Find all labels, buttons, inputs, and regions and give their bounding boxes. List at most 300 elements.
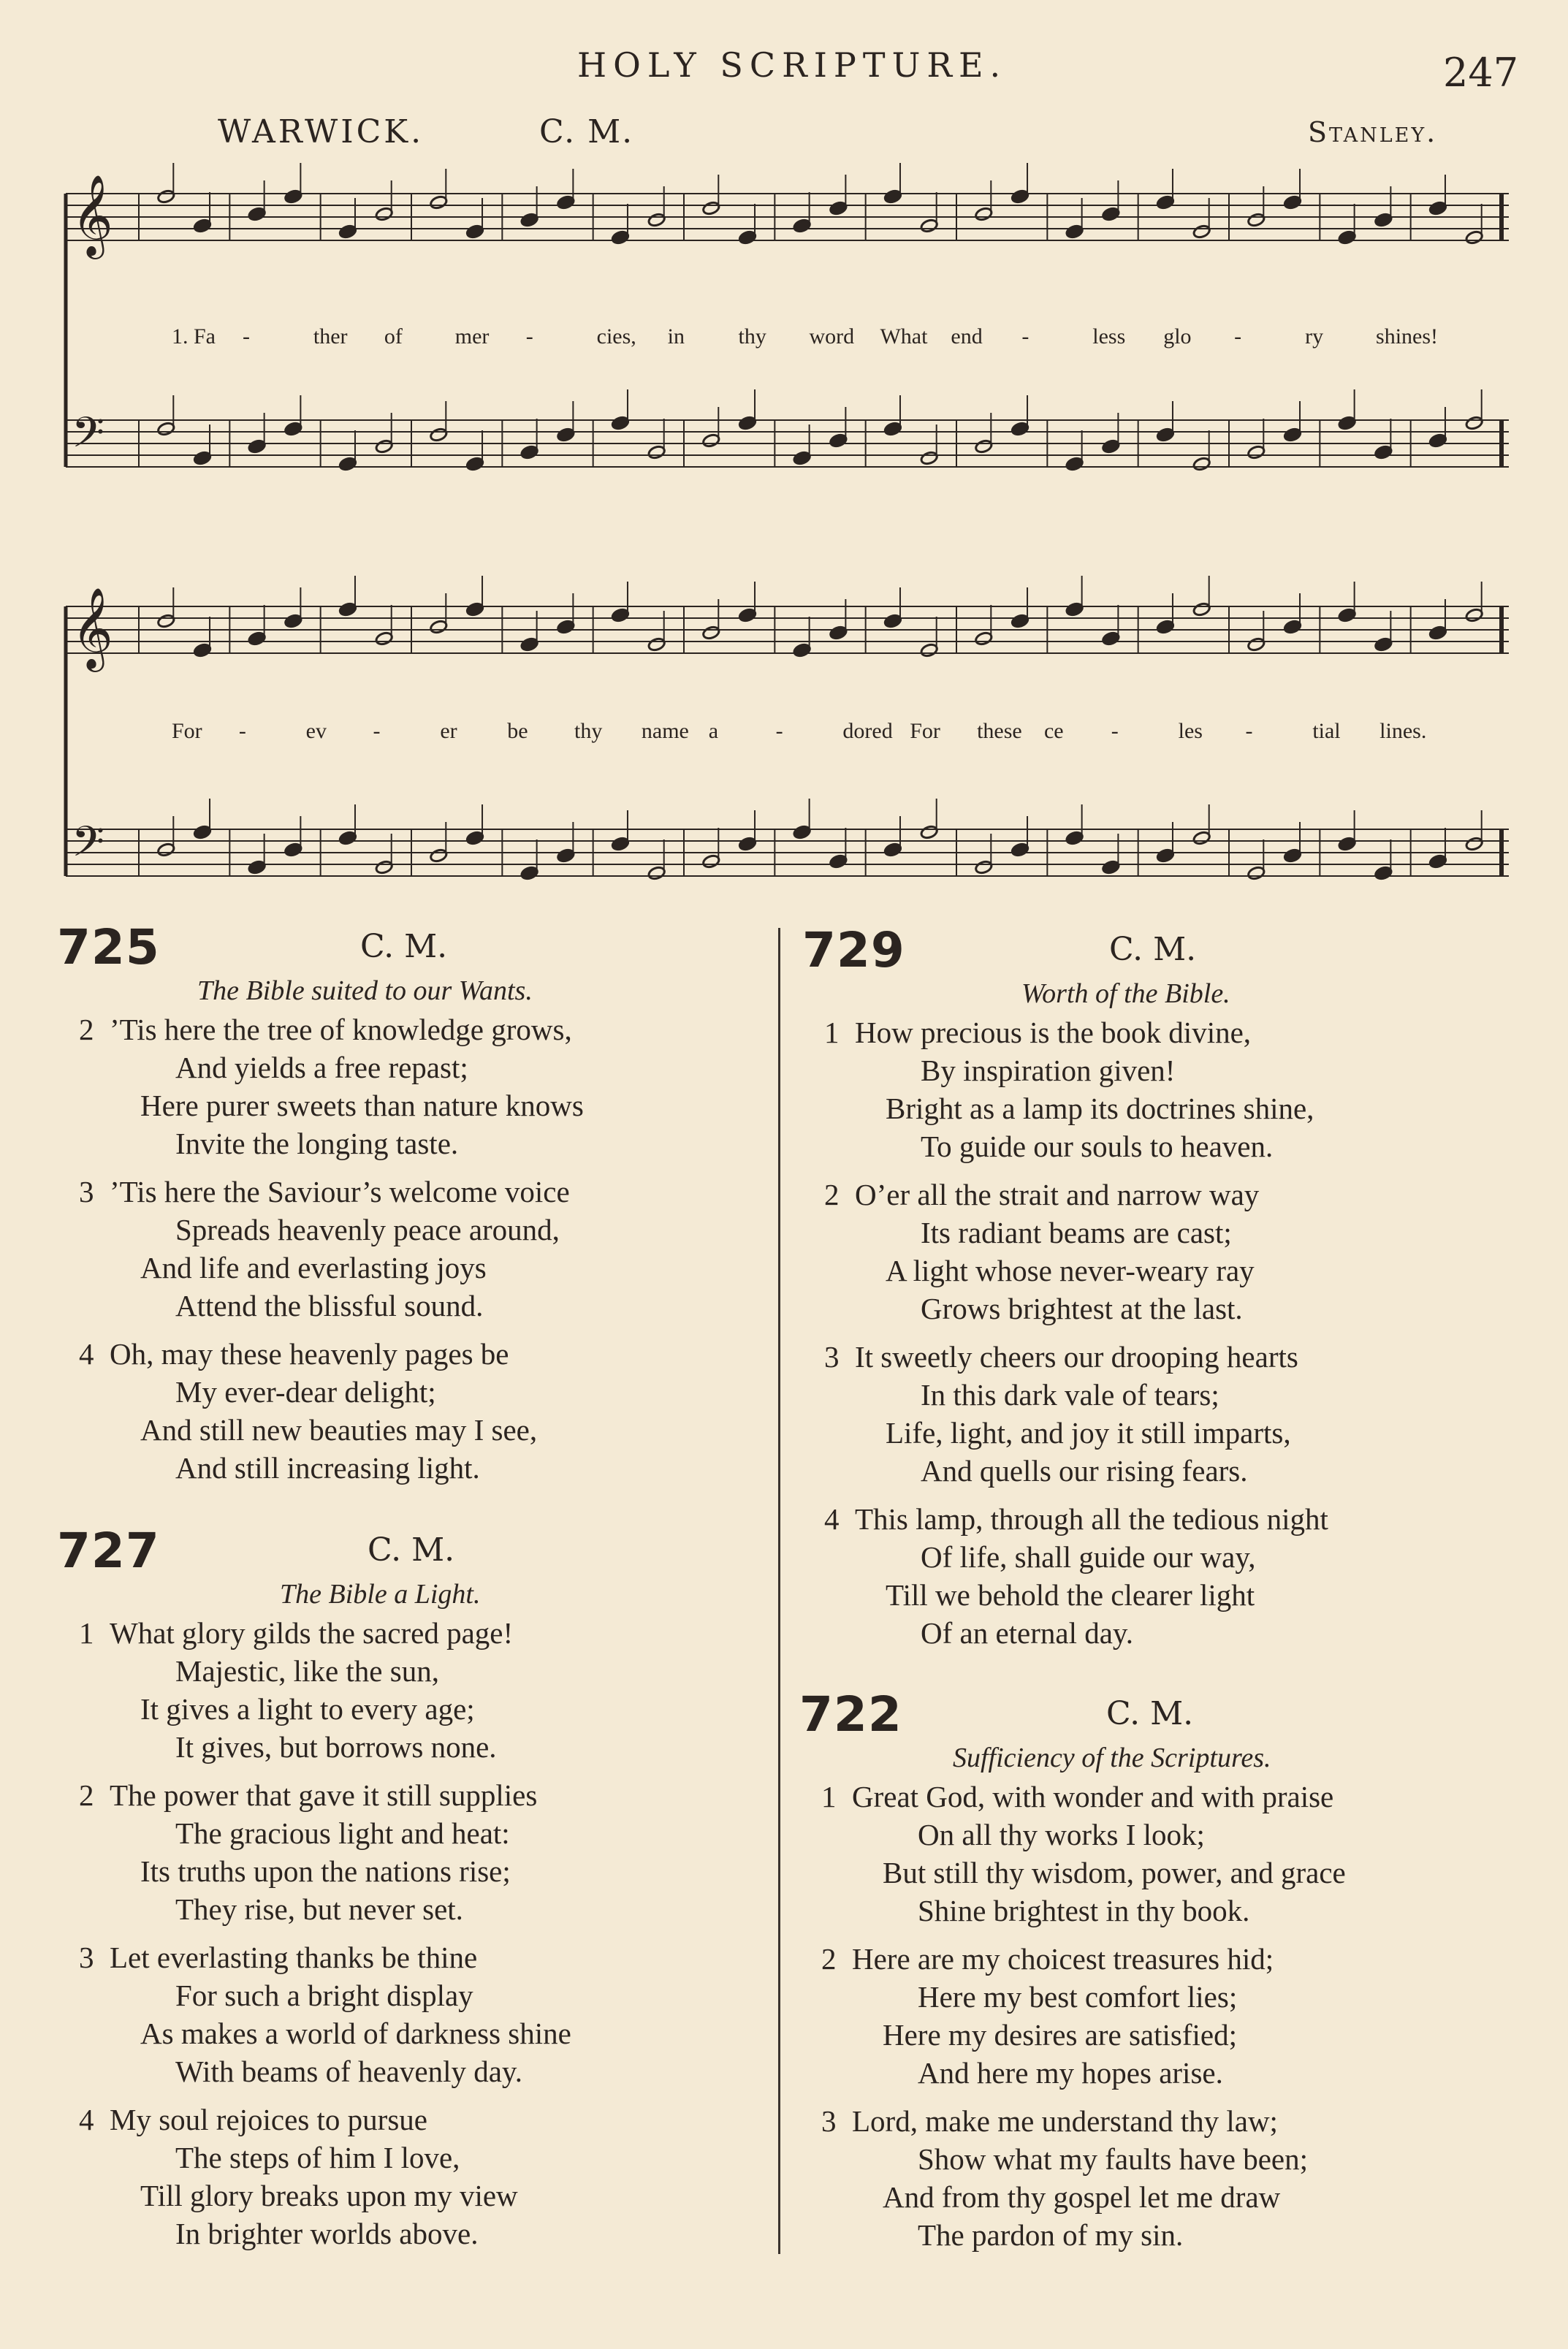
verse-line bbox=[57, 1449, 584, 1487]
note-head bbox=[1374, 213, 1393, 228]
note-head bbox=[1338, 608, 1356, 623]
tune-composer: Stanley. bbox=[1308, 116, 1438, 148]
verse-line bbox=[802, 1051, 1328, 1089]
lyric-syllable: What bbox=[880, 324, 928, 349]
lyric-syllable: name bbox=[641, 719, 689, 743]
note-head bbox=[193, 825, 211, 840]
lyric-syllable: - bbox=[1245, 719, 1253, 743]
verse-line bbox=[57, 1373, 584, 1411]
verse-line bbox=[799, 1778, 1346, 1816]
lyric-syllable: mer bbox=[454, 324, 490, 349]
note-head bbox=[1011, 422, 1029, 437]
stanza-number: 3 bbox=[821, 2104, 837, 2138]
hymn-title: Worth of the Bible. bbox=[1021, 978, 1230, 1009]
note-head bbox=[1011, 842, 1029, 858]
note-head bbox=[1065, 457, 1084, 472]
note-head bbox=[1428, 625, 1447, 641]
verse-line bbox=[802, 1338, 1328, 1376]
stanzas bbox=[57, 1614, 571, 2263]
note-head bbox=[1102, 631, 1120, 647]
lyric-syllable: glo bbox=[1163, 324, 1192, 349]
lyric-syllable: shines! bbox=[1376, 324, 1439, 349]
note-head bbox=[1465, 608, 1483, 623]
verse-text: How precious is the book divine, bbox=[855, 1016, 1252, 1049]
verse-text: The steps of him I love, bbox=[175, 2141, 460, 2174]
verse-text: Its radiant beams are cast; bbox=[921, 1216, 1232, 1249]
column-divider bbox=[778, 928, 780, 2254]
verse-text: Here are my choicest treasures hid; bbox=[852, 1942, 1274, 1976]
note-head bbox=[920, 218, 938, 234]
note-head bbox=[157, 614, 175, 629]
stanza-number: 4 bbox=[79, 1337, 94, 1371]
lyric-syllable: - bbox=[1111, 719, 1119, 743]
lyric-syllable: a bbox=[708, 719, 719, 743]
stanza bbox=[57, 1010, 584, 1162]
verse-text: ’Tis here the Saviour’s welcome voice bbox=[110, 1175, 570, 1208]
hymn-meter: C. M. bbox=[360, 928, 448, 965]
note-head bbox=[1465, 230, 1483, 245]
stanzas bbox=[57, 1010, 584, 1497]
verse-text: My ever-dear delight; bbox=[175, 1375, 436, 1409]
verse-line bbox=[57, 1938, 571, 1976]
verse-line bbox=[802, 1290, 1328, 1328]
verse-line bbox=[57, 2052, 571, 2090]
hymn-meter: C. M. bbox=[368, 1531, 455, 1569]
stanza-number: 2 bbox=[79, 1778, 94, 1812]
verse-text: Of life, shall guide our way, bbox=[921, 1540, 1256, 1574]
note-head bbox=[1065, 224, 1084, 240]
note-head bbox=[1374, 866, 1393, 881]
verse-text: Till glory breaks upon my view bbox=[140, 2179, 518, 2212]
verse-line bbox=[57, 1852, 571, 1890]
tune-name: WARWICK. bbox=[218, 113, 425, 151]
note-head bbox=[702, 625, 720, 641]
verse-line bbox=[799, 2140, 1346, 2178]
music-score bbox=[51, 153, 1520, 913]
stanza-number: 2 bbox=[824, 1178, 840, 1211]
note-head bbox=[1374, 637, 1393, 652]
hymn-number: 729 bbox=[802, 922, 905, 978]
lyric-syllable: dored bbox=[842, 719, 893, 743]
note-head bbox=[611, 416, 629, 431]
note-head bbox=[1247, 445, 1266, 460]
verse-line bbox=[799, 1816, 1346, 1854]
hymn-number: 722 bbox=[799, 1686, 902, 1743]
note-head bbox=[520, 637, 538, 652]
verse-line bbox=[802, 1614, 1328, 1652]
note-head bbox=[883, 189, 902, 205]
note-head bbox=[520, 213, 538, 228]
lyric-syllable: - bbox=[1234, 324, 1242, 349]
note-head bbox=[1192, 602, 1211, 617]
note-head bbox=[248, 631, 266, 647]
note-head bbox=[611, 608, 629, 623]
verse-text: What glory gilds the sacred page! bbox=[110, 1616, 514, 1650]
note-head bbox=[430, 195, 448, 210]
stanza bbox=[802, 1176, 1328, 1328]
verse-line bbox=[799, 2102, 1346, 2140]
note-head bbox=[157, 842, 175, 858]
verse-line bbox=[57, 1048, 584, 1086]
note-head bbox=[157, 422, 175, 437]
note-head bbox=[248, 860, 266, 875]
verse-text: But still thy wisdom, power, and grace bbox=[883, 1856, 1346, 1889]
note-head bbox=[1102, 439, 1120, 454]
lyric-syllable: thy bbox=[574, 719, 603, 743]
verse-line bbox=[57, 1728, 571, 1766]
lyric-syllable: ther bbox=[313, 324, 348, 349]
stanza bbox=[802, 1500, 1328, 1652]
verse-text: As makes a world of darkness shine bbox=[140, 2017, 571, 2050]
stanza-number: 4 bbox=[79, 2103, 94, 2136]
note-head bbox=[338, 831, 357, 846]
note-head bbox=[1283, 427, 1301, 443]
verse-text: Here my best comfort lies; bbox=[918, 1980, 1238, 2014]
verse-text: For such a bright display bbox=[175, 1979, 473, 2012]
verse-text: Bright as a lamp its doctrines shine, bbox=[886, 1092, 1314, 1125]
lyric-syllable: these bbox=[977, 719, 1022, 743]
verse-text: The pardon of my sin. bbox=[918, 2218, 1184, 2252]
note-head bbox=[1283, 620, 1301, 635]
note-head bbox=[975, 439, 993, 454]
note-head bbox=[975, 860, 993, 875]
verse-text: By inspiration given! bbox=[921, 1054, 1176, 1087]
note-head bbox=[193, 218, 211, 234]
verse-text: ’Tis here the tree of knowledge grows, bbox=[110, 1013, 572, 1046]
note-head bbox=[557, 620, 575, 635]
verse-text: Spreads heavenly peace around, bbox=[175, 1213, 560, 1246]
note-head bbox=[738, 837, 756, 852]
note-head bbox=[430, 848, 448, 864]
verse-text: Here purer sweets than nature knows bbox=[140, 1089, 584, 1122]
note-head bbox=[375, 207, 393, 222]
verse-text: This lamp, through all the tedious night bbox=[855, 1502, 1328, 1536]
note-head bbox=[975, 631, 993, 647]
note-head bbox=[647, 445, 666, 460]
verse-line bbox=[802, 1452, 1328, 1490]
note-head bbox=[1156, 195, 1174, 210]
note-head bbox=[1338, 416, 1356, 431]
verse-text: Invite the longing taste. bbox=[175, 1127, 459, 1160]
note-head bbox=[702, 201, 720, 216]
stanza bbox=[57, 1614, 571, 1766]
note-head bbox=[738, 230, 756, 245]
verse-line bbox=[802, 1013, 1328, 1051]
note-head bbox=[647, 866, 666, 881]
note-head bbox=[793, 643, 811, 658]
lyric-syllable: - bbox=[238, 719, 246, 743]
note-head bbox=[1156, 427, 1174, 443]
note-head bbox=[920, 451, 938, 466]
note-head bbox=[738, 608, 756, 623]
verse-line bbox=[57, 1890, 571, 1928]
verse-line bbox=[57, 1010, 584, 1048]
verse-line bbox=[802, 1127, 1328, 1165]
note-head bbox=[1065, 831, 1084, 846]
stanzas bbox=[802, 1013, 1328, 1662]
note-head bbox=[1156, 848, 1174, 864]
note-head bbox=[338, 224, 357, 240]
note-head bbox=[248, 439, 266, 454]
verse-text: And still increasing light. bbox=[175, 1451, 480, 1485]
note-head bbox=[520, 866, 538, 881]
note-head bbox=[557, 427, 575, 443]
verse-line bbox=[802, 1376, 1328, 1414]
verse-line bbox=[57, 2215, 571, 2253]
note-head bbox=[557, 195, 575, 210]
verse-text: O’er all the strait and narrow way bbox=[855, 1178, 1260, 1211]
note-head bbox=[1247, 213, 1266, 228]
verse-line bbox=[799, 1978, 1346, 2016]
note-head bbox=[1192, 457, 1211, 472]
note-head bbox=[793, 825, 811, 840]
lyric-syllable: be bbox=[507, 719, 528, 743]
music-score-svg bbox=[51, 153, 1520, 913]
verse-text: Its truths upon the nations rise; bbox=[140, 1854, 511, 1888]
note-head bbox=[829, 625, 848, 641]
stanza-number: 4 bbox=[824, 1502, 840, 1536]
verse-text: And yields a free repast; bbox=[175, 1051, 468, 1084]
note-head bbox=[1338, 837, 1356, 852]
note-head bbox=[611, 230, 629, 245]
verse-line bbox=[802, 1500, 1328, 1538]
lyric-syllable: - bbox=[373, 719, 381, 743]
verse-text: On all thy works I look; bbox=[918, 1818, 1205, 1851]
verse-text: Attend the blissful sound. bbox=[175, 1289, 484, 1322]
lyric-syllable: word bbox=[809, 324, 855, 349]
verse-line bbox=[802, 1576, 1328, 1614]
stanza-number: 2 bbox=[79, 1013, 94, 1046]
stanza bbox=[57, 1938, 571, 2090]
lyric-syllable: in bbox=[667, 324, 685, 349]
lyric-syllable: les bbox=[1178, 719, 1203, 743]
note-head bbox=[738, 416, 756, 431]
note-head bbox=[193, 643, 211, 658]
hymn-title: The Bible a Light. bbox=[280, 1579, 481, 1610]
verse-text: It sweetly cheers our drooping hearts bbox=[855, 1340, 1298, 1374]
running-head bbox=[0, 45, 1568, 96]
hymn-meter: C. M. bbox=[1106, 1695, 1194, 1732]
verse-text: Show what my faults have been; bbox=[918, 2142, 1309, 2176]
stanza bbox=[799, 1778, 1346, 1930]
verse-line bbox=[57, 1124, 584, 1162]
stanza-number: 3 bbox=[79, 1175, 94, 1208]
lyric-syllable: er bbox=[440, 719, 457, 743]
note-head bbox=[1428, 201, 1447, 216]
verse-text: It gives, but borrows none. bbox=[175, 1730, 497, 1764]
note-head bbox=[975, 207, 993, 222]
note-head bbox=[430, 427, 448, 443]
stanza-number: 3 bbox=[824, 1340, 840, 1374]
verse-line bbox=[799, 2216, 1346, 2254]
note-head bbox=[1011, 189, 1029, 205]
note-head bbox=[883, 614, 902, 629]
verse-line bbox=[799, 2054, 1346, 2092]
stanza-number: 1 bbox=[79, 1616, 94, 1650]
note-head bbox=[1065, 602, 1084, 617]
note-head bbox=[647, 637, 666, 652]
lyric-syllable: - bbox=[775, 719, 783, 743]
bass-clef-icon: 𝄢 bbox=[72, 817, 105, 877]
hymn-722 bbox=[799, 1686, 1537, 2271]
note-head bbox=[702, 433, 720, 449]
note-head bbox=[1192, 224, 1211, 240]
verse-line bbox=[57, 2101, 571, 2139]
verse-text: The gracious light and heat: bbox=[175, 1816, 510, 1850]
lyric-syllable: For bbox=[910, 719, 940, 743]
bass-clef-icon: 𝄢 bbox=[72, 408, 105, 468]
note-head bbox=[338, 602, 357, 617]
stanza-number: 1 bbox=[821, 1780, 837, 1813]
verse-line bbox=[802, 1252, 1328, 1290]
verse-line bbox=[799, 1854, 1346, 1892]
verse-text: Here my desires are satisfied; bbox=[883, 2018, 1237, 2052]
note-head bbox=[1465, 416, 1483, 431]
verse-text: Of an eternal day. bbox=[921, 1616, 1134, 1650]
note-head bbox=[1374, 445, 1393, 460]
stanza bbox=[57, 1776, 571, 1928]
note-head bbox=[611, 837, 629, 852]
note-head bbox=[465, 602, 484, 617]
verse-line bbox=[802, 1414, 1328, 1452]
lyric-syllable: tial bbox=[1312, 719, 1341, 743]
verse-line bbox=[57, 2177, 571, 2215]
verse-text: A light whose never-weary ray bbox=[886, 1254, 1255, 1287]
verse-line bbox=[57, 1690, 571, 1728]
note-head bbox=[557, 848, 575, 864]
verse-line bbox=[57, 1411, 584, 1449]
stanza bbox=[802, 1338, 1328, 1490]
lyric-syllable: cies, bbox=[596, 324, 636, 349]
verse-line bbox=[57, 1776, 571, 1814]
note-head bbox=[1465, 837, 1483, 852]
hymn-725 bbox=[57, 919, 758, 1489]
note-head bbox=[284, 614, 302, 629]
stanza bbox=[799, 1940, 1346, 2092]
hymn-meter: C. M. bbox=[1109, 931, 1197, 968]
page-number: 247 bbox=[1443, 50, 1519, 96]
verse-text: In brighter worlds above. bbox=[175, 2217, 479, 2250]
verse-text: In this dark vale of tears; bbox=[921, 1378, 1219, 1412]
verse-text: My soul rejoices to pursue bbox=[110, 2103, 427, 2136]
note-head bbox=[647, 213, 666, 228]
stanza bbox=[57, 1173, 584, 1325]
tune-header bbox=[0, 113, 1568, 157]
stanza bbox=[57, 2101, 571, 2253]
verse-text: And life and everlasting joys bbox=[140, 1251, 487, 1284]
verse-line bbox=[57, 1211, 584, 1249]
verse-line bbox=[802, 1214, 1328, 1252]
lyric-syllable: For bbox=[172, 719, 202, 743]
verse-line bbox=[57, 1249, 584, 1287]
verse-text: And quells our rising fears. bbox=[921, 1454, 1248, 1488]
note-head bbox=[465, 224, 484, 240]
verse-line bbox=[57, 2014, 571, 2052]
treble-clef-icon: 𝄞 bbox=[72, 174, 113, 256]
note-head bbox=[702, 854, 720, 869]
note-head bbox=[829, 854, 848, 869]
note-head bbox=[1156, 620, 1174, 635]
tune-meter: C. M. bbox=[539, 113, 634, 151]
lyric-syllable: of bbox=[384, 324, 403, 349]
verse-line bbox=[799, 1940, 1346, 1978]
verse-text: Majestic, like the sun, bbox=[175, 1654, 439, 1688]
verse-line bbox=[802, 1176, 1328, 1214]
stanza bbox=[57, 1335, 584, 1487]
note-head bbox=[883, 422, 902, 437]
verse-text: They rise, but never set. bbox=[175, 1892, 463, 1926]
note-head bbox=[375, 860, 393, 875]
lyric-syllable: lines. bbox=[1379, 719, 1427, 743]
verse-line bbox=[57, 2139, 571, 2177]
note-head bbox=[829, 201, 848, 216]
note-head bbox=[1428, 433, 1447, 449]
stanza bbox=[802, 1013, 1328, 1165]
note-head bbox=[520, 445, 538, 460]
hymn-title: The Bible suited to our Wants. bbox=[197, 975, 533, 1006]
verse-text: To guide our souls to heaven. bbox=[921, 1130, 1274, 1163]
lyric-syllable: thy bbox=[738, 324, 766, 349]
note-head bbox=[284, 422, 302, 437]
note-head bbox=[793, 451, 811, 466]
lyric-syllable: ry bbox=[1305, 324, 1324, 349]
hymn-number: 727 bbox=[57, 1523, 160, 1579]
verse-text: Oh, may these heavenly pages be bbox=[110, 1337, 509, 1371]
stanza-number: 2 bbox=[821, 1942, 837, 1976]
lyric-syllable: 1. Fa bbox=[172, 324, 216, 349]
verse-text: And still new beauties may I see, bbox=[140, 1413, 538, 1447]
note-head bbox=[465, 457, 484, 472]
stanza-number: 1 bbox=[824, 1016, 840, 1049]
stanza-number: 3 bbox=[79, 1941, 94, 1974]
lyric-syllable: ev bbox=[305, 719, 327, 743]
note-head bbox=[829, 433, 848, 449]
note-head bbox=[1102, 207, 1120, 222]
note-head bbox=[375, 631, 393, 647]
hymn-title: Sufficiency of the Scriptures. bbox=[953, 1743, 1271, 1773]
hymn-number: 725 bbox=[57, 919, 160, 975]
note-head bbox=[793, 218, 811, 234]
note-head bbox=[375, 439, 393, 454]
note-head bbox=[248, 207, 266, 222]
note-head bbox=[157, 189, 175, 205]
note-head bbox=[1283, 195, 1301, 210]
lyric-syllable: - bbox=[1021, 324, 1030, 349]
treble-clef-icon: 𝄞 bbox=[72, 587, 113, 669]
verse-line bbox=[57, 1173, 584, 1211]
verse-text: Grows brightest at the last. bbox=[921, 1292, 1243, 1325]
verse-text: With beams of heavenly day. bbox=[175, 2055, 523, 2088]
note-head bbox=[920, 643, 938, 658]
verse-text: Great God, with wonder and with praise bbox=[852, 1780, 1334, 1813]
lyric-syllable: - bbox=[525, 324, 533, 349]
note-head bbox=[1247, 637, 1266, 652]
verse-line bbox=[799, 1892, 1346, 1930]
note-head bbox=[1011, 614, 1029, 629]
note-head bbox=[284, 842, 302, 858]
verse-line bbox=[57, 1814, 571, 1852]
verse-text: Shine brightest in thy book. bbox=[918, 1894, 1250, 1927]
lyric-syllable: ce bbox=[1043, 719, 1064, 743]
note-head bbox=[284, 189, 302, 205]
verse-line bbox=[802, 1089, 1328, 1127]
stanza bbox=[799, 2102, 1346, 2254]
verse-text: And from thy gospel let me draw bbox=[883, 2180, 1281, 2214]
stanzas bbox=[799, 1778, 1346, 2264]
running-head-title: HOLY SCRIPTURE. bbox=[577, 45, 1008, 85]
verse-text: And here my hopes arise. bbox=[918, 2056, 1223, 2090]
note-head bbox=[338, 457, 357, 472]
